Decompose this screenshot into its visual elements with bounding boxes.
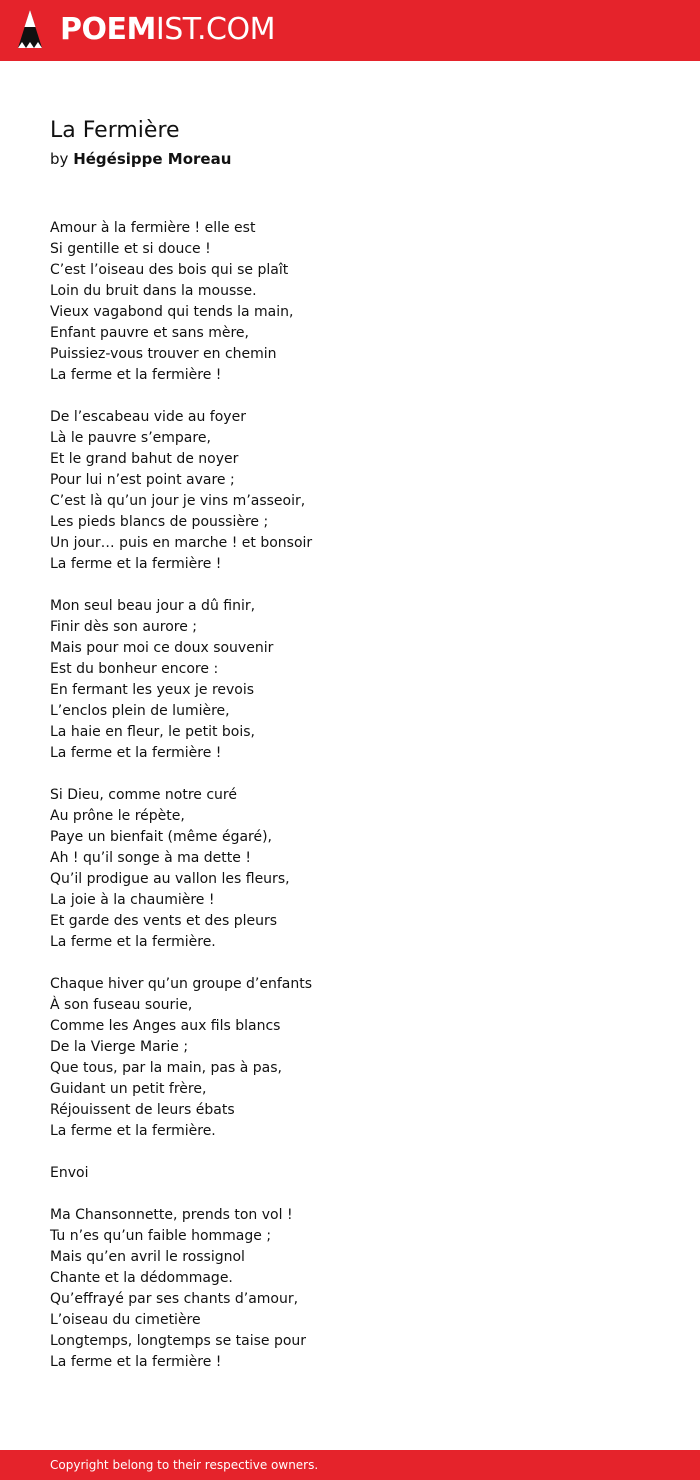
site-logo[interactable] bbox=[16, 8, 275, 52]
poem-line: Que tous, par la main, pas à pas, bbox=[50, 1060, 282, 1076]
poem-line: Est du bonheur encore : bbox=[50, 661, 219, 677]
poem-line: Ah ! qu’il songe à ma dette ! bbox=[50, 850, 251, 866]
poem-line: Au prône le répète, bbox=[50, 808, 185, 824]
poem-line: L’enclos plein de lumière, bbox=[50, 703, 230, 719]
poem-line: Les pieds blancs de poussière ; bbox=[50, 514, 269, 530]
poem-line: Loin du bruit dans la mousse. bbox=[50, 283, 257, 299]
poem-line: La ferme et la fermière ! bbox=[50, 1354, 222, 1370]
stanza bbox=[50, 596, 650, 764]
poem-line: De la Vierge Marie ; bbox=[50, 1039, 189, 1055]
poem-body bbox=[50, 218, 650, 1394]
poem-line: Puissiez-vous trouver en chemin bbox=[50, 346, 277, 362]
poem-line: L’oiseau du cimetière bbox=[50, 1312, 201, 1328]
poem-line: Chaque hiver qu’un groupe d’enfants bbox=[50, 976, 313, 992]
poem-line: La ferme et la fermière ! bbox=[50, 367, 222, 383]
poem-line: Envoi bbox=[50, 1165, 89, 1181]
stanza bbox=[50, 218, 650, 386]
author-link[interactable]: Hégésippe Moreau bbox=[73, 150, 232, 168]
pencil-tip-icon bbox=[16, 8, 44, 52]
poem-line: Qu’il prodigue au vallon les fleurs, bbox=[50, 871, 290, 887]
poem-byline bbox=[50, 148, 231, 170]
poem-line: Un jour… puis en marche ! et bonsoir bbox=[50, 535, 313, 551]
poem-line: Mon seul beau jour a dû finir, bbox=[50, 598, 256, 614]
stanza bbox=[50, 1205, 650, 1373]
poem-line: La ferme et la fermière. bbox=[50, 934, 216, 950]
poem-line: De l’escabeau vide au foyer bbox=[50, 409, 246, 425]
poem-line: Enfant pauvre et sans mère, bbox=[50, 325, 249, 341]
poem-line: Comme les Anges aux fils blancs bbox=[50, 1018, 281, 1034]
poem-line: Finir dès son aurore ; bbox=[50, 619, 198, 635]
poem-line: C’est l’oiseau des bois qui se plaît bbox=[50, 262, 289, 278]
poem-line: Réjouissent de leurs ébats bbox=[50, 1102, 235, 1118]
poem-line: Pour lui n’est point avare ; bbox=[50, 472, 235, 488]
poem-line: Mais pour moi ce doux souvenir bbox=[50, 640, 274, 656]
poem-line: Si gentille et si douce ! bbox=[50, 241, 211, 257]
poem-line: Ma Chansonnette, prends ton vol ! bbox=[50, 1207, 293, 1223]
poem-line: Tu n’es qu’un faible hommage ; bbox=[50, 1228, 272, 1244]
poem-line: Et le grand bahut de noyer bbox=[50, 451, 239, 467]
poem-line: Amour à la fermière ! elle est bbox=[50, 220, 256, 236]
stanza bbox=[50, 407, 650, 575]
logo-wordmark-bold: POEM bbox=[60, 12, 156, 47]
poem-line: La ferme et la fermière ! bbox=[50, 556, 222, 572]
poem-title: La Fermière bbox=[50, 118, 180, 143]
poem-line: Chante et la dédommage. bbox=[50, 1270, 233, 1286]
poem-line: Là le pauvre s’empare, bbox=[50, 430, 211, 446]
poem-line: La ferme et la fermière ! bbox=[50, 745, 222, 761]
site-footer bbox=[0, 1450, 700, 1480]
poem-line: En fermant les yeux je revois bbox=[50, 682, 255, 698]
poem-line: Si Dieu, comme notre curé bbox=[50, 787, 237, 803]
stanza bbox=[50, 1163, 650, 1184]
site-header bbox=[0, 0, 700, 61]
poem-line: À son fuseau sourie, bbox=[50, 997, 193, 1013]
poem-line: Guidant un petit frère, bbox=[50, 1081, 207, 1097]
poem-line: C’est là qu’un jour je vins m’asseoir, bbox=[50, 493, 306, 509]
poem-line: Paye un bienfait (même égaré), bbox=[50, 829, 273, 845]
poem-line: Vieux vagabond qui tends la main, bbox=[50, 304, 294, 320]
copyright-text: Copyright belong to their respective owners. bbox=[50, 1458, 319, 1472]
poem-line: La ferme et la fermière. bbox=[50, 1123, 216, 1139]
logo-wordmark bbox=[60, 8, 275, 52]
poem-line: La haie en fleur, le petit bois, bbox=[50, 724, 255, 740]
poem-line: Longtemps, longtemps se taise pour bbox=[50, 1333, 307, 1349]
poem-line: Et garde des vents et des pleurs bbox=[50, 913, 278, 929]
stanza bbox=[50, 785, 650, 953]
logo-wordmark-light: IST.COM bbox=[155, 12, 275, 47]
stanza bbox=[50, 974, 650, 1142]
byline-label: by bbox=[50, 150, 69, 168]
poem-line: Mais qu’en avril le rossignol bbox=[50, 1249, 245, 1265]
poem-line: Qu’effrayé par ses chants d’amour, bbox=[50, 1291, 299, 1307]
poem-line: La joie à la chaumière ! bbox=[50, 892, 215, 908]
